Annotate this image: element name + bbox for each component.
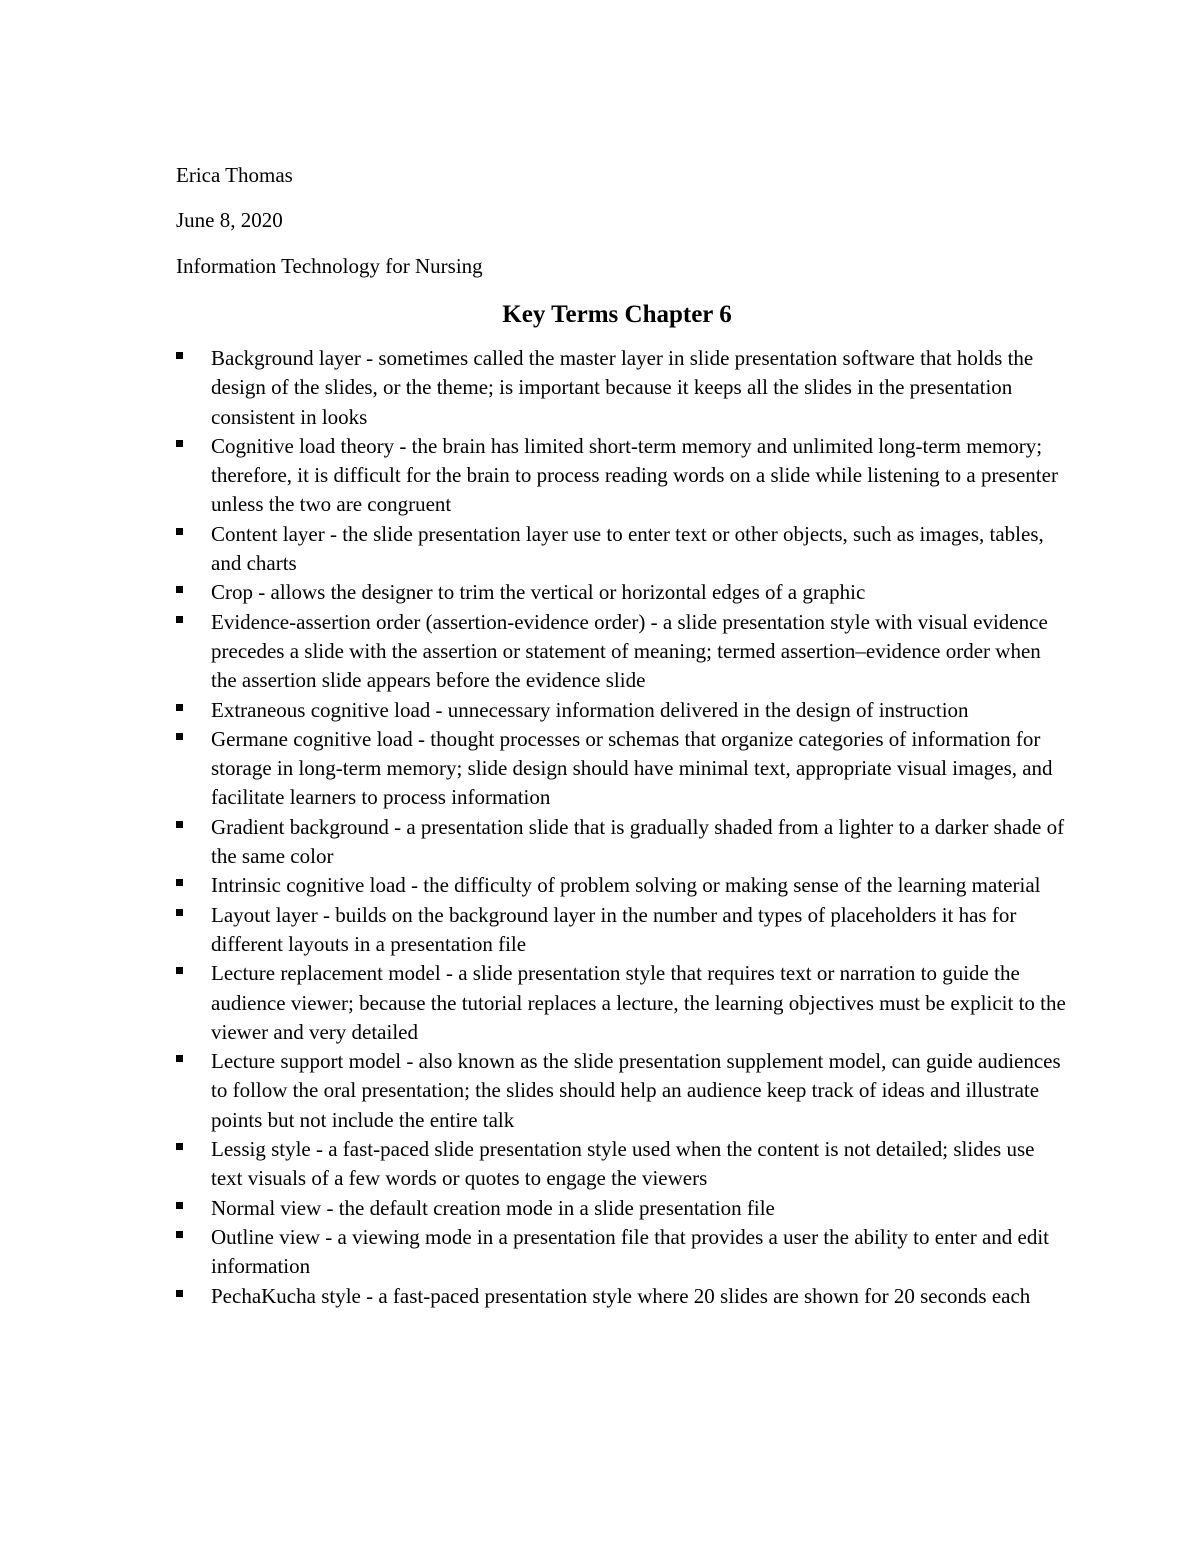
term-text: Normal view - the default creation mode in a slide presentation file	[211, 1195, 775, 1220]
list-item	[0, 813, 1200, 872]
list-item	[0, 1223, 1200, 1282]
list-item	[0, 901, 1200, 960]
list-item	[0, 608, 1200, 696]
list-item	[0, 959, 1200, 1047]
list-item	[0, 432, 1200, 520]
square-bullet-icon	[176, 704, 183, 711]
square-bullet-icon	[176, 733, 183, 740]
list-item	[0, 871, 1200, 900]
key-terms-list	[0, 344, 1200, 1311]
square-bullet-icon	[176, 1143, 183, 1150]
square-bullet-icon	[176, 967, 183, 974]
square-bullet-icon	[176, 528, 183, 535]
list-item	[0, 1135, 1200, 1194]
square-bullet-icon	[176, 1290, 183, 1297]
term-text: Cognitive load theory - the brain has limited short-term memory and unlimited long-term memory; therefore, it is difficult for the brain to process reading words on a slide while listening to a presenter unless the two are congruent	[211, 433, 1058, 517]
term-text: Lecture support model - also known as the slide presentation supplement model, can guide audiences to follow the oral presentation; the slides should help an audience keep track of ideas and illustrate points but not include the entire talk	[211, 1049, 1061, 1132]
term-text: Gradient background - a presentation slide that is gradually shaded from a lighter to a darker shade of the same color	[211, 814, 1065, 869]
term-text: Extraneous cognitive load - unnecessary information delivered in the design of instruction	[211, 697, 969, 722]
document-date: June 8, 2020	[176, 208, 283, 232]
square-bullet-icon	[176, 1055, 183, 1062]
term-text: PechaKucha style - a fast-paced presentation style where 20 slides are shown for 20 seconds each	[211, 1283, 1031, 1308]
square-bullet-icon	[176, 909, 183, 916]
square-bullet-icon	[176, 586, 183, 593]
term-text: Intrinsic cognitive load - the difficulty of problem solving or making sense of the learning material	[211, 873, 1041, 898]
term-text: Outline view - a viewing mode in a presentation file that provides a user the ability to enter and edit information	[211, 1224, 1050, 1279]
term-text: Germane cognitive load - thought processes or schemas that organize categories of information for storage in long-term memory; slide design should have minimal text, appropriate visual images, and facilitate learners to process information	[211, 726, 1053, 810]
square-bullet-icon	[176, 821, 183, 828]
list-item	[0, 520, 1200, 579]
list-item	[0, 578, 1200, 607]
list-item	[0, 725, 1200, 813]
list-item	[0, 1282, 1200, 1311]
square-bullet-icon	[176, 1231, 183, 1238]
course-name: Information Technology for Nursing	[176, 254, 483, 278]
list-item	[0, 344, 1200, 432]
document-title: Key Terms Chapter 6	[502, 301, 732, 328]
list-item	[0, 1047, 1200, 1135]
square-bullet-icon	[176, 879, 183, 886]
list-item	[0, 1194, 1200, 1223]
term-text: Lecture replacement model - a slide presentation style that requires text or narration to guide the audience viewer; because the tutorial replaces a lecture, the learning objectives must be explicit to the viewer and very detailed	[211, 961, 1066, 1044]
term-text: Evidence-assertion order (assertion-evidence order) - a slide presentation style with visual evidence precedes a slide with the assertion or statement of meaning; termed assertion–evidence order when the assertion slide appears before the evidence slide	[211, 609, 1048, 693]
square-bullet-icon	[176, 1202, 183, 1209]
square-bullet-icon	[176, 352, 183, 359]
term-text: Crop - allows the designer to trim the vertical or horizontal edges of a graphic	[211, 580, 866, 605]
term-text: Background layer - sometimes called the master layer in slide presentation software that holds the design of the slides, or the theme; is important because it keeps all the slides in the presentation consistent in looks	[211, 346, 1034, 429]
square-bullet-icon	[176, 616, 183, 623]
term-text: Lessig style - a fast-paced slide presentation style used when the content is not detailed; slides use text visuals of a few words or quotes to engage the viewers	[211, 1137, 1035, 1191]
term-text: Layout layer - builds on the background layer in the number and types of placeholders it has for different layouts in a presentation file	[211, 902, 1017, 956]
list-item	[0, 696, 1200, 725]
term-text: Content layer - the slide presentation layer use to enter text or other objects, such as images, tables, and charts	[211, 521, 1044, 576]
author-name: Erica Thomas	[176, 163, 293, 187]
square-bullet-icon	[176, 440, 183, 447]
